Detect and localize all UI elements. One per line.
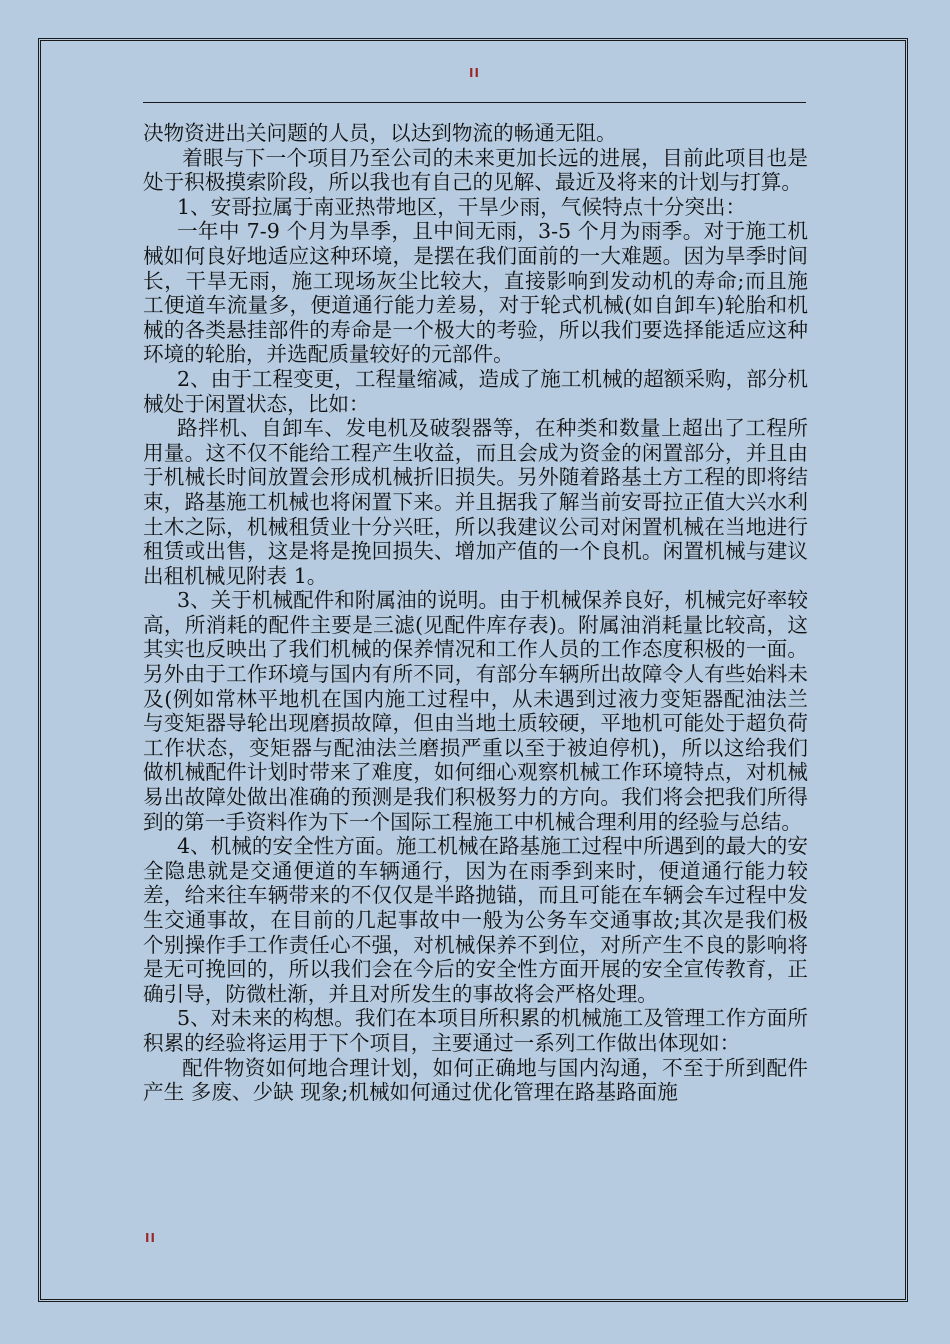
header-mark: II [469,66,480,80]
paragraph: 路拌机、自卸车、发电机及破裂器等，在种类和数量上超出了工程所用量。这不仅不能给工程产生收益，而且会成为资金的闲置部分，并且由于机械长时间放置会形成机械折旧损失。另外随着路基土方工程的即将结束，路基施工机械也将闲置下来。并且据我了解当前安哥拉正值大兴水利土木之际，机械租赁业十分兴旺，所以我建议公司对闲置机械在当地进行租赁或出售，这是将是挽回损失、增加产值的一个良机。闲置机械与建议出租机械见附表 1。 [143,416,808,588]
document-body [143,121,808,1105]
paragraph: 着眼与下一个项目乃至公司的未来更加长远的进展，目前此项目也是处于积极摸索阶段，所以我也有自己的见解、最近及将来的计划与打算。 [143,145,808,195]
paragraph: 5、对未来的构想。我们在本项目所积累的机械施工及管理工作方面所积累的经验将运用于下个项目，主要通过一系列工作做出体现如： [143,1006,808,1055]
footer-mark: II [145,1231,156,1245]
header-rule [143,102,806,103]
paragraph: 配件物资如何地合理计划，如何正确地与国内沟通，不至于所到配件产生 多废、少缺 现象;机械如何通过优化管理在路基路面施 [143,1055,808,1105]
paragraph: 3、关于机械配件和附属油的说明。由于机械保养良好，机械完好率较高，所消耗的配件主要是三滤(见配件库存表)。附属油消耗量比较高，这其实也反映出了我们机械的保养情况和工作人员的工作态度积极的一面。另外由于工作环境与国内有所不同，有部分车辆所出故障令人有些始料未及(例如常林平地机在国内施工过程中，从未遇到过液力变矩器配油法兰与变矩器导轮出现磨损故障，但由当地土质较硬，平地机可能处于超负荷工作状态，变矩器与配油法兰磨损严重以至于被迫停机)，所以这给我们做机械配件计划时带来了难度，如何细心观察机械工作环境特点，对机械易出故障处做出准确的预测是我们积极努力的方向。我们将会把我们所得到的第一手资料作为下一个国际工程施工中机械合理利用的经验与总结。 [143,588,808,834]
paragraph: 2、由于工程变更，工程量缩减，造成了施工机械的超额采购，部分机械处于闲置状态，比如： [143,366,808,416]
paragraph: 1、安哥拉属于南亚热带地区，干旱少雨，气候特点十分突出： [176,194,747,219]
paragraph: 一年中 7-9 个月为旱季，且中间无雨，3-5 个月为雨季。对于施工机械如何良好地适应这种环境，是摆在我们面前的一大难题。因为旱季时间长，干旱无雨，施工现场灰尘比较大，直接影响到发动机的寿命;而且施工便道车流量多，便道通行能力差易，对于轮式机械(如自卸车)轮胎和机械的各类悬挂部件的寿命是一个极大的考验，所以我们要选择能适应这种环境的轮胎，并选配质量较好的元部件。 [143,219,808,367]
paragraph: 4、机械的安全性方面。施工机械在路基施工过程中所遇到的最大的安全隐患就是交通便道的车辆通行，因为在雨季到来时，便道通行能力较差，给来往车辆带来的不仅仅是半路抛锚，而且可能在车辆会车过程中发生交通事故，在目前的几起事故中一般为公务车交通事故;其次是我们极个别操作手工作责任心不强，对机械保养不到位，对所产生不良的影响将是无可挽回的，所以我们会在今后的安全性方面开展的安全宣传教育，正确引导，防微杜渐，并且对所发生的事故将会严格处理。 [143,834,808,1006]
paragraph: 决物资进出关问题的人员，以达到物流的畅通无阻。 [143,121,617,145]
